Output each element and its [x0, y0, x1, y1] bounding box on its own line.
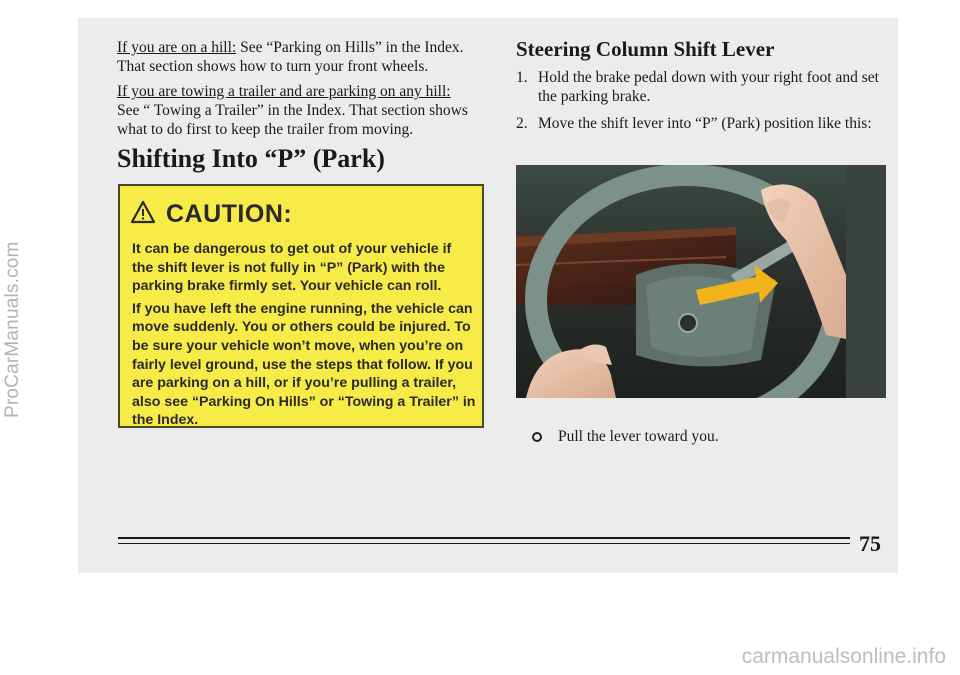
step-number: 1.: [516, 69, 528, 86]
caution-paragraph-1: It can be dangerous to get out of your vehicle if the shift lever is not fully in “P” (Park) with the parking brake firmly set. Your vehicle can roll.: [132, 241, 452, 295]
caution-body: [132, 240, 476, 434]
bottom-watermark: carmanualsonline.info: [741, 645, 946, 668]
step-item: [516, 68, 886, 106]
caution-paragraph-2: If you have left the engine running, the vehicle can move suddenly. You or others could be injured. To be sure your vehicle won’t move, when you’re on fairly level ground, use the steps that follow. If you are parking on a hill, or if you’re pulling a trailer, also see “Parking On Hills” or “Towing a Trailer” in the Index.: [132, 300, 476, 429]
step-text: Hold the brake pedal down with your right foot and set the parking brake.: [538, 69, 879, 105]
footer-rule-thin: [118, 543, 850, 544]
warning-triangle-icon: [130, 200, 156, 229]
page-number: 75: [859, 531, 881, 556]
hill-text: See “Parking on Hills” in the Index. That section shows how to turn your front wheels.: [117, 39, 464, 75]
left-column: [117, 38, 492, 139]
steering-column-heading: Steering Column Shift Lever: [516, 37, 775, 61]
bullet-dot-icon: [532, 432, 542, 442]
shifting-heading: Shifting Into “P” (Park): [117, 144, 385, 173]
trailer-lead: If you are towing a trailer and are parking on any hill:: [117, 83, 451, 100]
hill-paragraph: [117, 38, 492, 76]
step-item: [516, 114, 886, 133]
step-text: Move the shift lever into “P” (Park) position like this:: [538, 115, 872, 132]
steps-list: [516, 68, 886, 141]
caution-box: [118, 184, 484, 428]
bullet-item: [532, 428, 719, 446]
trailer-paragraph: [117, 82, 492, 139]
step-number: 2.: [516, 115, 528, 132]
trailer-text: See “ Towing a Trailer” in the Index. That section shows what to do first to keep the trailer from moving.: [117, 102, 468, 138]
footer-rule: [118, 537, 850, 539]
caution-title: CAUTION:: [166, 200, 293, 228]
caution-header: [130, 200, 292, 229]
bullet-text: Pull the lever toward you.: [558, 428, 719, 445]
hill-lead: If you are on a hill:: [117, 39, 237, 56]
side-watermark: ProCarManuals.com: [2, 241, 23, 419]
shift-lever-photo: [516, 165, 886, 398]
